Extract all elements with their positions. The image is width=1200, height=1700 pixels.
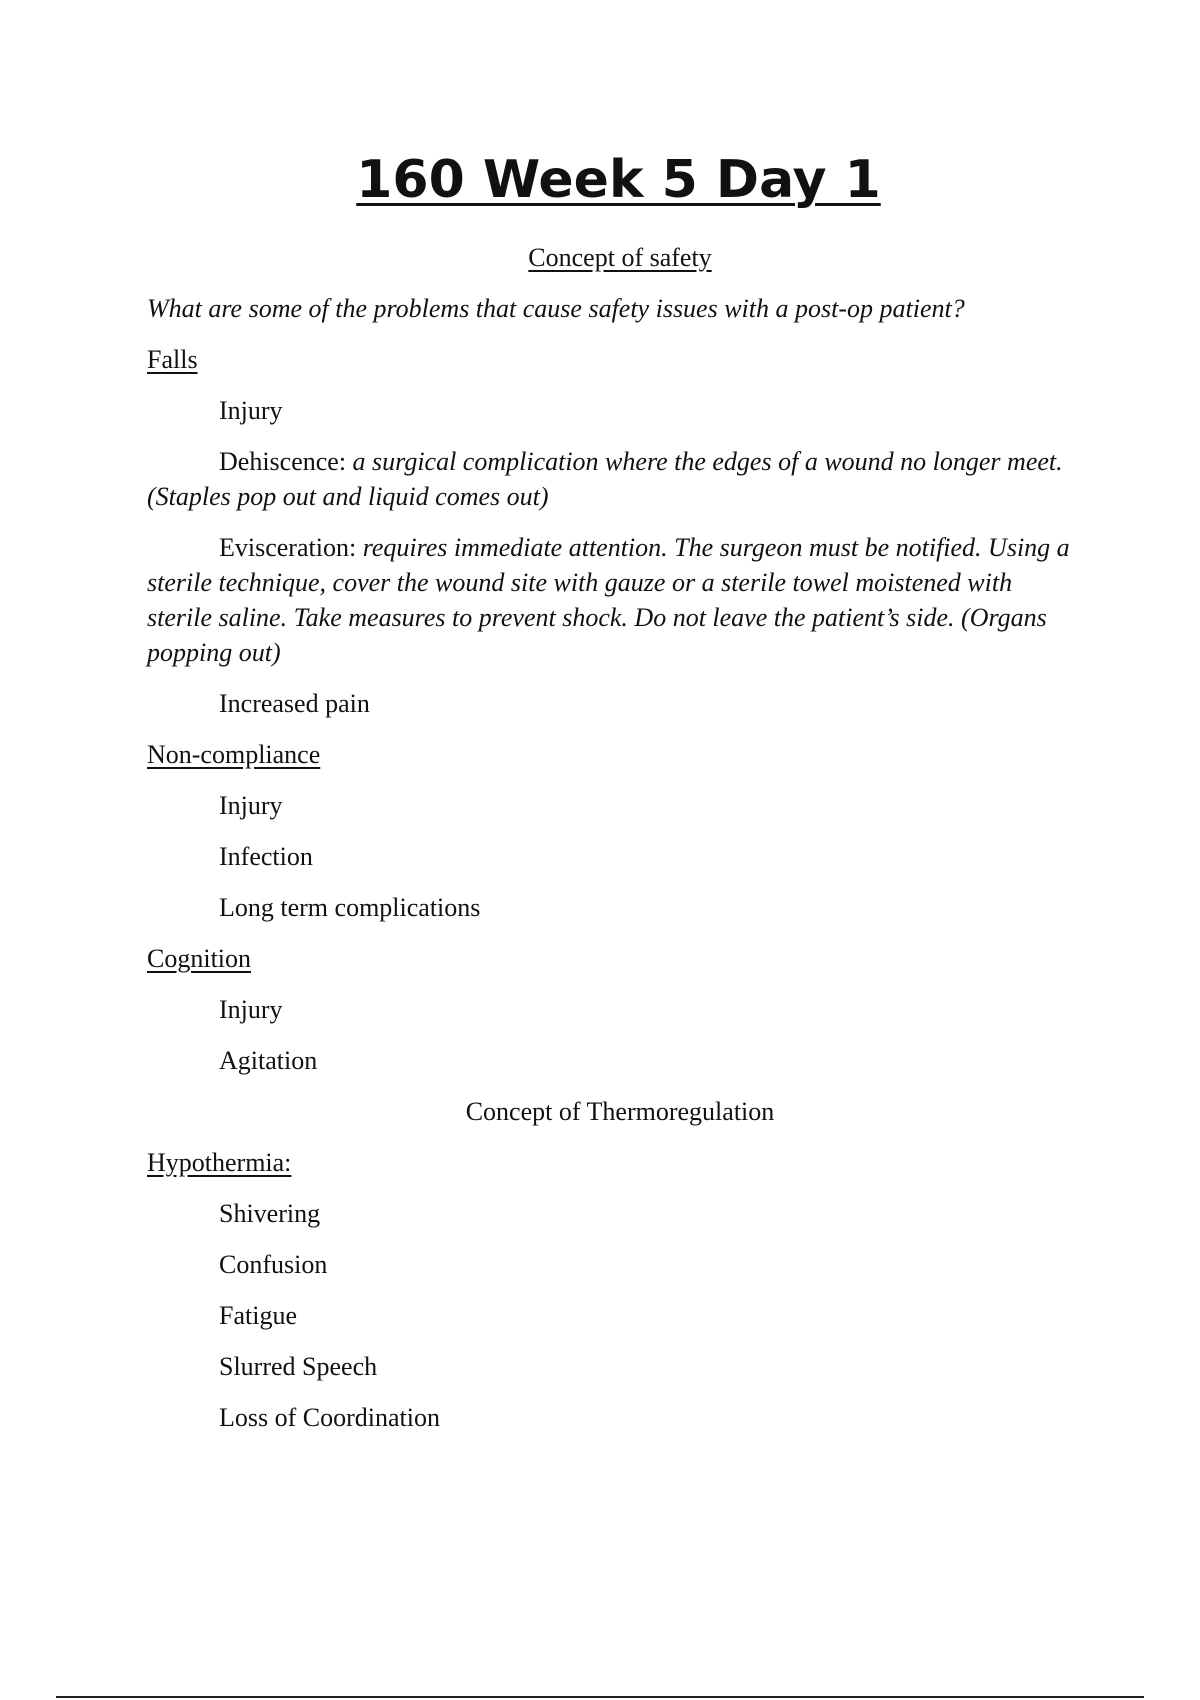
list-item: Injury xyxy=(219,995,283,1024)
dehiscence-term: Dehiscence: xyxy=(219,447,353,476)
list-item: Fatigue xyxy=(219,1301,297,1330)
noncompliance-heading-text: Non-compliance xyxy=(147,740,321,769)
evisceration-term: Evisceration: xyxy=(219,533,363,562)
safety-question: What are some of the problems that cause safety issues with a post-op patient? xyxy=(147,294,965,323)
list-item: Infection xyxy=(219,842,313,871)
evisceration-definition: requires immediate attention. The surgeon must be notified. Using a sterile technique, cover the wound site with gauze or a sterile towel moistened with sterile saline. Take measures to prevent shock. Do not leave the patient’s side. (Organs popping out) xyxy=(147,533,1070,667)
page-bottom-divider xyxy=(56,1696,1144,1698)
falls-heading xyxy=(147,342,1077,377)
falls-item-dehiscence xyxy=(147,444,1077,514)
falls-item-evisceration xyxy=(147,530,1077,670)
page-title: 160 Week 5 Day 1 xyxy=(356,150,881,210)
cognition-heading xyxy=(147,941,1077,976)
list-item: Shivering xyxy=(219,1199,321,1228)
section-heading-safety-text: Concept of safety xyxy=(528,243,712,272)
dehiscence-definition: a surgical complication where the edges of a wound no longer meet. (Staples pop out and liquid comes out) xyxy=(147,447,1063,511)
list-item: Slurred Speech xyxy=(219,1352,378,1381)
list-item: Long term complications xyxy=(219,893,481,922)
hypothermia-heading xyxy=(147,1145,1077,1180)
noncompliance-heading xyxy=(147,737,1077,772)
section-heading-safety xyxy=(147,240,1077,275)
list-item: Loss of Coordination xyxy=(219,1403,440,1432)
falls-heading-text: Falls xyxy=(147,345,198,374)
cognition-heading-text: Cognition xyxy=(147,944,252,973)
section-heading-thermoregulation: Concept of Thermoregulation xyxy=(465,1097,775,1126)
list-item: Injury xyxy=(219,791,283,820)
hypothermia-heading-text: Hypothermia: xyxy=(147,1148,292,1177)
list-item: Agitation xyxy=(219,1046,318,1075)
document-body xyxy=(147,240,1077,1451)
falls-item-injury: Injury xyxy=(219,396,283,425)
list-item: Confusion xyxy=(219,1250,328,1279)
falls-item-pain: Increased pain xyxy=(219,689,370,718)
